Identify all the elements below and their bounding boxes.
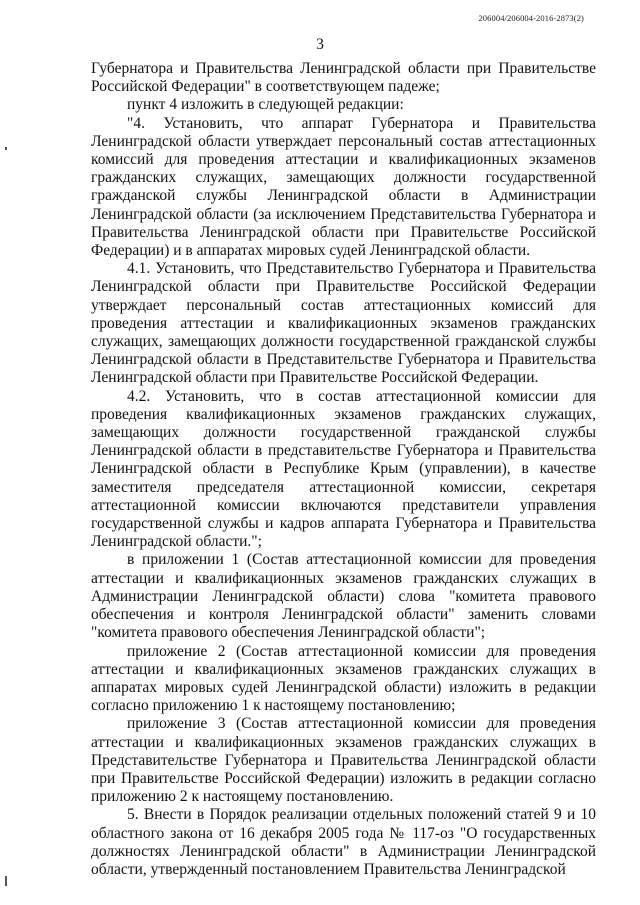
paragraph-item-5: 5. Внести в Порядок реализации отдельных положений статей 9 и 10 областного закона от 16 декабря 2005 года № 117-оз "О государственных должностях Ленинградской области" в Администрации Ленинградской области, утвержденный постановлением Правительства Ленинградской (91, 806, 596, 878)
scan-artifact (5, 147, 7, 150)
document-id: 206004/206004-2016-2873(2) (478, 13, 584, 23)
paragraph-appendix-3: приложение 3 (Состав аттестационной комиссии для проведения аттестации и квалификационных экзаменов гражданских служащих в Представительстве Губернатора и Правительства Ленинградской области при Правительстве Российской Федерации) изложить в редакции согласно приложению 2 к настоящему постановлению. (91, 715, 596, 806)
paragraph-appendix-1: в приложении 1 (Состав аттестационной комиссии для проведения аттестации и квалификационных экзаменов гражданских служащих в Администрации Ленинградской области) слова "комитета правового обеспечения и контроля Ленинградской области" заменить словами "комитета правового обеспечения Ленинградской области"; (91, 551, 596, 642)
scan-artifact (5, 876, 7, 886)
document-body (91, 60, 596, 879)
page-number: 3 (316, 36, 324, 53)
paragraph-item-4: "4. Установить, что аппарат Губернатора и Правительства Ленинградской области утверждает персональный состав аттестационных комиссий для проведения аттестации и квалификационных экзаменов гражданских служащих, замещающих должности государственной гражданской службы Ленинградской области в Администрации Ленинградской области (за исключением Представительства Губернатора и Правительства Ленинградской области при Правительстве Российской Федерации) и в аппаратах мировых судей Ленинградской области. (91, 114, 596, 260)
paragraph-appendix-2: приложение 2 (Состав аттестационной комиссии для проведения аттестации и квалификационных экзаменов гражданских служащих в аппаратах мировых судей Ленинградской области) изложить в редакции согласно приложению 1 к настоящему постановлению; (91, 642, 596, 715)
paragraph-item-4-2: 4.2. Установить, что в состав аттестационной комиссии для проведения квалификационных экзаменов гражданских служащих, замещающих должности государственной гражданской службы Ленинградской области в представительстве Губернатора и Правительства Ленинградской области в Республике Крым (управлении), в качестве заместителя председателя аттестационной комиссии, секретаря аттестационной комиссии включаются представители управления государственной службы и кадров аппарата Губернатора и Правительства Ленинградской области."; (91, 387, 596, 551)
paragraph-item-4-intro: пункт 4 изложить в следующей редакции: (127, 96, 404, 114)
paragraph-continuation: Губернатора и Правительства Ленинградской области при Правительстве Российской Федерации" в соответствующем падеже; (91, 60, 596, 96)
paragraph-item-4-1: 4.1. Установить, что Представительство Губернатора и Правительства Ленинградской области при Правительстве Российской Федерации утверждает персональный состав аттестационных комиссий для проведения аттестации и квалификационных экзаменов гражданских служащих, замещающих должности государственной гражданской службы Ленинградской области в Представительстве Губернатора и Правительства Ленинградской области при Правительстве Российской Федерации. (91, 260, 596, 387)
